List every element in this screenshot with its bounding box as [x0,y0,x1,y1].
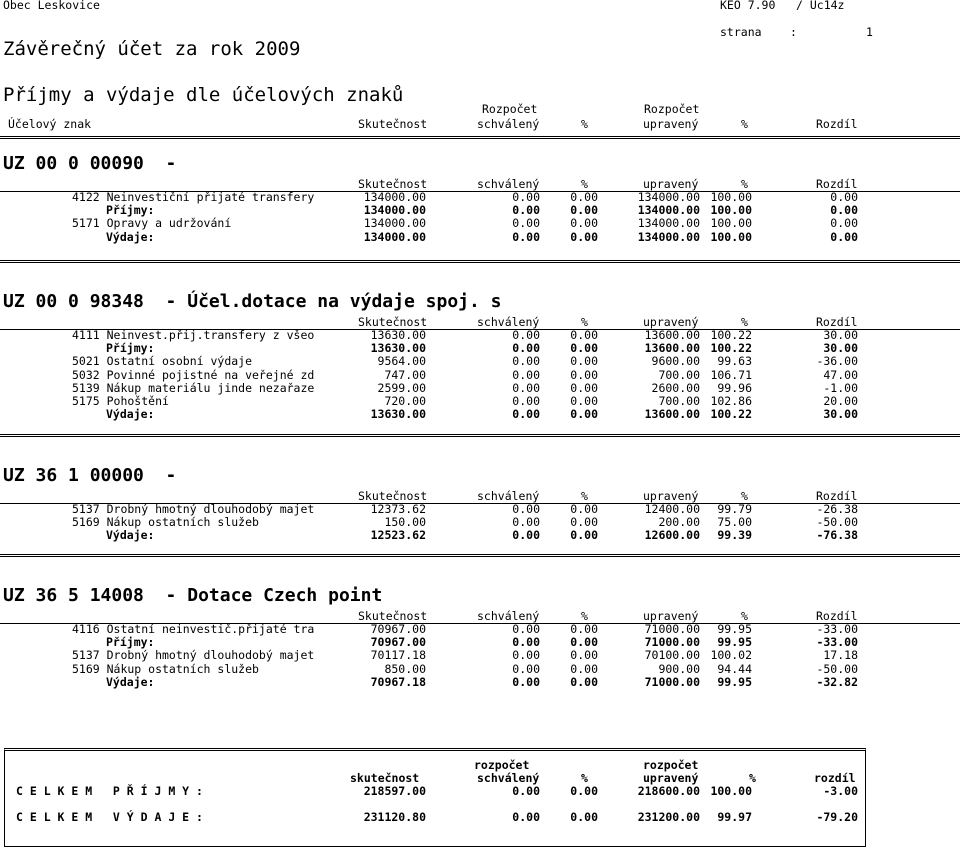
row-pct2: 99.95 [717,674,752,689]
row-rozdil: 30.00 [823,341,858,356]
row-upr: 13600.00 [644,341,700,356]
row-skut: 13630.00 [370,407,426,422]
totals-vydaje-schv: 0.00 [512,810,540,824]
row-skut: 70967.18 [370,674,426,689]
row-skut: 70117.18 [370,648,426,663]
row-skut: 134000.00 [363,190,426,204]
row-schv: 0.00 [512,661,540,676]
section-col-pct: % [741,489,748,503]
totals-prijmy-rozdil: -3.00 [823,784,858,798]
section-col-schvaleny: schválený [477,315,540,329]
row-upr: 134000.00 [637,203,700,218]
section-col-pct: % [581,609,588,623]
row-label: 4111 Neinvest.přij.transfery z všeo [72,328,315,342]
totals-vydaje-upr: 231200.00 [637,810,700,824]
row-label: 5139 Nákup materiálu jinde nezařaze [72,380,315,395]
row-pct1: 0.00 [570,394,598,408]
row-upr: 134000.00 [637,229,700,244]
row-pct1: 0.00 [570,203,598,218]
row-rozdil: -50.00 [816,661,858,676]
col-pct-1: % [581,117,588,131]
totals-prijmy-schv: 0.00 [512,784,540,798]
row-rozdil: -33.00 [816,622,858,636]
row-pct2: 99.63 [717,354,752,369]
col-rozpocet-1: Rozpočet [482,102,538,116]
row-pct2: 100.02 [710,648,752,663]
row-skut: 850.00 [384,661,426,676]
col-schvaleny: schválený [477,117,540,131]
row-pct2: 100.22 [710,328,752,342]
row-skut: 150.00 [384,515,426,530]
app-version: KEO 7.90 [720,0,776,12]
totals-col-skutecnost: skutečnost [350,771,420,785]
row-upr: 71000.00 [644,622,700,636]
row-label: 5175 Pohoštění [72,394,169,408]
row-upr: 2600.00 [651,380,700,395]
totals-col-schvaleny: schválený [477,771,540,785]
row-pct2: 100.22 [710,341,752,356]
row-label: 4122 Neinvestiční přijaté transfery [72,190,315,204]
page-subtitle: Příjmy a výdaje dle účelových znaků [3,84,404,106]
row-skut: 70967.00 [370,635,426,650]
section-separator [0,260,960,263]
section-sum-label: Výdaje: [106,229,155,244]
row-schv: 0.00 [512,515,540,530]
row-skut: 134000.00 [363,229,426,244]
section-col-upraveny: upravený [643,609,699,623]
row-upr: 134000.00 [637,190,700,204]
row-rozdil: 0.00 [830,190,858,204]
row-schv: 0.00 [512,367,540,382]
totals-col-rozpocet-1: rozpočet [474,758,530,772]
row-rozdil: 17.18 [823,648,858,663]
totals-prijmy-pct1: 0.00 [570,784,598,798]
row-skut: 9564.00 [377,354,426,369]
totals-prijmy-upr: 218600.00 [637,784,700,798]
section-col-pct: % [741,609,748,623]
row-label: 5171 Opravy a udržování [72,216,232,231]
row-schv: 0.00 [512,394,540,408]
row-label: 5032 Povinné pojistné na veřejné zd [72,367,315,382]
row-pct1: 0.00 [570,635,598,650]
row-pct2: 94.44 [717,661,752,676]
section-col-pct: % [581,315,588,329]
section-col-upraveny: upravený [643,177,699,191]
section-title: UZ 36 5 14008 - Dotace Czech point [3,585,383,606]
section-separator [0,434,960,437]
row-skut: 13630.00 [370,341,426,356]
row-schv: 0.00 [512,407,540,422]
section-col-pct: % [741,315,748,329]
section-sum-label: Výdaje: [106,407,155,422]
row-skut: 70967.00 [370,622,426,636]
row-upr: 71000.00 [644,674,700,689]
row-pct2: 99.96 [717,380,752,395]
row-pct1: 0.00 [570,502,598,516]
row-schv: 0.00 [512,341,540,356]
col-upraveny: upravený [643,117,699,131]
row-label: 4116 Ostatní neinvestič.přijaté tra [72,622,315,636]
section-col-pct: % [581,489,588,503]
section-sum-label: Příjmy: [106,341,155,356]
row-label: 5137 Drobný hmotný dlouhodobý majet [72,648,315,663]
section-col-skutecnost: Skutečnost [358,177,428,191]
row-upr: 70100.00 [644,648,700,663]
row-label: 5169 Nákup ostatních služeb [72,661,259,676]
row-schv: 0.00 [512,354,540,369]
col-pct-2: % [741,117,748,131]
row-pct1: 0.00 [570,367,598,382]
row-rozdil: -76.38 [816,528,858,543]
totals-prijmy-pct2: 100.00 [710,784,752,798]
org-name: Obec Leskovice [3,0,100,12]
row-skut: 747.00 [384,367,426,382]
col-ucelovy-znak: Účelový znak [8,117,92,131]
row-pct1: 0.00 [570,622,598,636]
section-col-upraveny: upravený [643,489,699,503]
row-pct2: 102.86 [710,394,752,408]
col-rozpocet-2: Rozpočet [644,102,700,116]
row-schv: 0.00 [512,328,540,342]
section-sum-label: Příjmy: [106,635,155,650]
page-number: 1 [866,25,873,39]
row-rozdil: -1.00 [823,380,858,395]
row-upr: 900.00 [658,661,700,676]
row-rozdil: 0.00 [830,203,858,218]
totals-vydaje-label: C E L K E M V Ý D A J E : [16,810,203,824]
section-col-rozdil: Rozdíl [816,315,858,329]
col-rozdil: Rozdíl [816,117,858,131]
section-col-skutecnost: Skutečnost [358,315,428,329]
row-pct1: 0.00 [570,674,598,689]
row-rozdil: -32.82 [816,674,858,689]
row-rozdil: 30.00 [823,407,858,422]
report-code: / Uc14z [796,0,845,12]
row-pct1: 0.00 [570,528,598,543]
row-upr: 9600.00 [651,354,700,369]
totals-prijmy-skut: 218597.00 [363,784,426,798]
row-schv: 0.00 [512,203,540,218]
section-col-pct: % [581,177,588,191]
totals-prijmy-label: C E L K E M P Ř Í J M Y : [16,784,203,798]
section-col-upraveny: upravený [643,315,699,329]
row-upr: 71000.00 [644,635,700,650]
totals-col-pct-2: % [749,771,756,785]
row-upr: 200.00 [658,515,700,530]
section-title: UZ 00 0 00090 - [3,153,177,174]
totals-vydaje-skut: 231120.80 [363,810,426,824]
row-rozdil: 0.00 [830,229,858,244]
row-schv: 0.00 [512,190,540,204]
row-rozdil: 0.00 [830,216,858,231]
row-schv: 0.00 [512,528,540,543]
row-rozdil: 30.00 [823,328,858,342]
row-rozdil: -50.00 [816,515,858,530]
row-schv: 0.00 [512,502,540,516]
row-rozdil: 20.00 [823,394,858,408]
row-schv: 0.00 [512,648,540,663]
row-pct1: 0.00 [570,407,598,422]
row-upr: 700.00 [658,367,700,382]
row-upr: 12400.00 [644,502,700,516]
totals-col-rozdil: rozdíl [814,771,856,785]
row-schv: 0.00 [512,622,540,636]
row-schv: 0.00 [512,674,540,689]
row-rozdil: 47.00 [823,367,858,382]
totals-col-rozpocet-2: rozpočet [643,758,699,772]
row-skut: 134000.00 [363,203,426,218]
row-pct1: 0.00 [570,341,598,356]
row-skut: 13630.00 [370,328,426,342]
section-col-schvaleny: schválený [477,177,540,191]
section-col-rozdil: Rozdíl [816,489,858,503]
section-col-schvaleny: schválený [477,609,540,623]
section-sum-label: Výdaje: [106,528,155,543]
row-upr: 13600.00 [644,407,700,422]
section-title: UZ 00 0 98348 - Účel.dotace na výdaje spoj. s [3,291,502,312]
row-pct1: 0.00 [570,328,598,342]
row-pct2: 99.39 [717,528,752,543]
header-separator [0,136,960,139]
section-separator [0,554,960,557]
row-pct2: 99.79 [717,502,752,516]
totals-col-upraveny: upravený [643,771,699,785]
row-upr: 12600.00 [644,528,700,543]
row-schv: 0.00 [512,216,540,231]
row-pct1: 0.00 [570,661,598,676]
row-pct1: 0.00 [570,380,598,395]
row-upr: 700.00 [658,394,700,408]
row-pct1: 0.00 [570,515,598,530]
row-pct1: 0.00 [570,354,598,369]
row-label: 5169 Nákup ostatních služeb [72,515,259,530]
row-upr: 134000.00 [637,216,700,231]
row-rozdil: -36.00 [816,354,858,369]
section-title: UZ 36 1 00000 - [3,465,177,486]
row-pct1: 0.00 [570,216,598,231]
section-sum-label: Výdaje: [106,674,155,689]
section-col-pct: % [741,177,748,191]
col-skutecnost: Skutečnost [358,117,428,131]
row-pct2: 106.71 [710,367,752,382]
row-pct1: 0.00 [570,229,598,244]
row-schv: 0.00 [512,380,540,395]
row-pct1: 0.00 [570,648,598,663]
row-pct2: 100.00 [710,216,752,231]
row-pct2: 100.22 [710,407,752,422]
row-schv: 0.00 [512,635,540,650]
totals-vydaje-rozdil: -79.20 [816,810,858,824]
row-pct1: 0.00 [570,190,598,204]
row-skut: 12523.62 [370,528,426,543]
row-pct2: 100.00 [710,229,752,244]
section-col-schvaleny: schválený [477,489,540,503]
row-rozdil: -26.38 [816,502,858,516]
row-label: 5137 Drobný hmotný dlouhodobý majet [72,502,315,516]
page-label: strana [720,25,762,39]
row-rozdil: -33.00 [816,635,858,650]
row-schv: 0.00 [512,229,540,244]
page-title: Závěrečný účet za rok 2009 [3,38,301,60]
row-upr: 13600.00 [644,328,700,342]
row-skut: 134000.00 [363,216,426,231]
page-separator: : [790,25,797,39]
totals-vydaje-pct2: 99.97 [717,810,752,824]
row-pct2: 100.00 [710,203,752,218]
section-col-skutecnost: Skutečnost [358,609,428,623]
row-skut: 2599.00 [377,380,426,395]
row-label: 5021 Ostatní osobní výdaje [72,354,253,369]
row-pct2: 100.00 [710,190,752,204]
totals-col-pct-1: % [581,771,588,785]
row-skut: 720.00 [384,394,426,408]
section-col-rozdil: Rozdíl [816,177,858,191]
row-pct2: 99.95 [717,635,752,650]
row-pct2: 99.95 [717,622,752,636]
row-pct2: 75.00 [717,515,752,530]
section-sum-label: Příjmy: [106,203,155,218]
section-col-rozdil: Rozdíl [816,609,858,623]
row-skut: 12373.62 [370,502,426,516]
totals-vydaje-pct1: 0.00 [570,810,598,824]
section-col-skutecnost: Skutečnost [358,489,428,503]
